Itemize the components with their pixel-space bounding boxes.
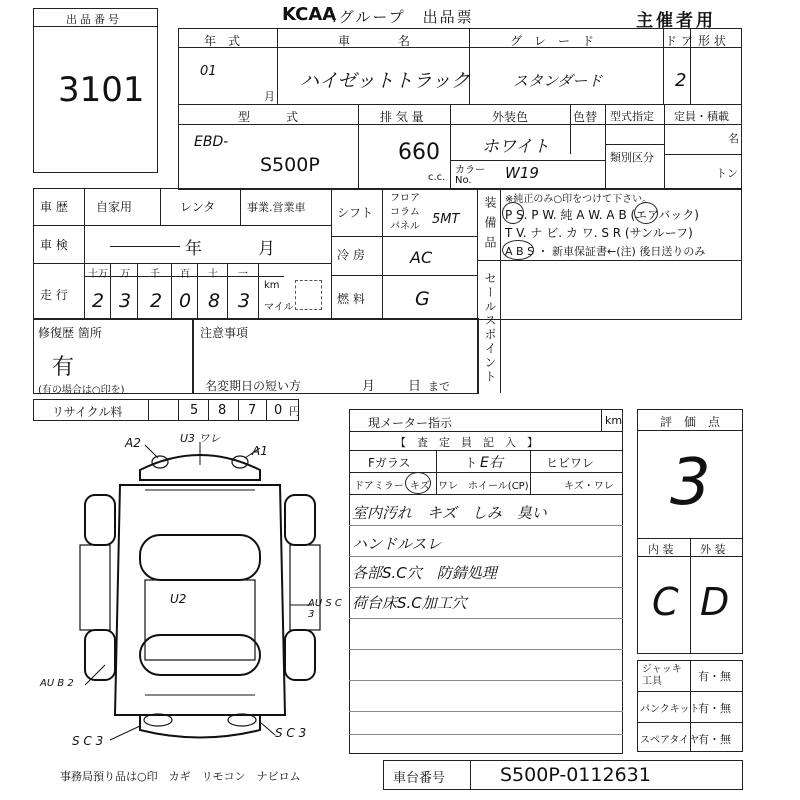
month-suffix: 月: [264, 90, 275, 103]
repair-label: 修復歴 箇所: [38, 326, 102, 340]
ps-circle: [502, 202, 524, 224]
capacity-unit-people: 名: [728, 132, 739, 145]
mileage-digit-1: 3: [119, 290, 132, 312]
inspection-month: 月: [258, 239, 275, 259]
grade-label: グ レ ー ド: [510, 34, 595, 48]
model-prefix: EBD-: [194, 134, 229, 150]
mirror-crack: ワレ: [438, 481, 458, 492]
recycle-unit: 円: [289, 405, 300, 418]
capacity-label: 定員・積載: [674, 110, 729, 123]
spare-value[interactable]: 有・無: [698, 733, 731, 746]
deadline-month: 月: [362, 379, 376, 394]
inspection-dash: [110, 246, 180, 247]
wheel-label: ホイール(CP): [468, 481, 529, 492]
diagram-mark-ausc3: AU S C 3: [308, 598, 342, 620]
diagram-mark-a1: A1: [252, 444, 268, 458]
puncture-label: パンクキット: [640, 704, 700, 715]
km-label: km: [264, 280, 280, 291]
model-value: S500P: [260, 154, 320, 176]
windshield: [140, 535, 260, 580]
deadline-suffix: まで: [428, 380, 450, 393]
shift-option-floor: フロア: [390, 193, 420, 204]
history-commercial: 事業.営業車: [247, 201, 306, 214]
chassis-number: S500P-0112631: [500, 764, 651, 786]
category-label: 類別区分: [610, 151, 654, 164]
color-code-value: W19: [505, 164, 539, 182]
name-label: 車 名: [338, 34, 411, 48]
deadline-text: 名変期日の短い方: [205, 379, 302, 393]
rear-right-wheel: [285, 630, 315, 680]
chassis-label: 車台番号: [393, 771, 446, 786]
shift-option-panel: パネル: [390, 221, 420, 232]
exterior-label: 外 装: [700, 543, 726, 556]
equipment-line-2: T V. ナ ビ. カ ワ. S R (サンルーフ): [505, 226, 693, 240]
wheel-scratch: キズ・ワレ: [564, 481, 614, 492]
digit-label-3: 百: [180, 269, 190, 280]
ac-label: 冷 房: [337, 248, 365, 262]
recycle-digit-2: 7: [248, 403, 257, 418]
car-diagram: [60, 430, 340, 760]
rear-window: [140, 635, 260, 675]
capacity-unit-ton: トン: [716, 167, 738, 180]
mile-label: マイル: [264, 302, 294, 313]
color-value: ホワイト: [482, 137, 550, 157]
spare-label: スペアタイヤ: [640, 735, 700, 746]
ac-value: AC: [410, 248, 433, 267]
history-label: 車 歴: [40, 200, 68, 214]
sales-point-label: セールスポイント: [483, 272, 497, 384]
inspection-label: 車 検: [40, 238, 68, 252]
inspection-year: 年: [185, 239, 202, 259]
mirror-scratch-circle: [405, 472, 431, 494]
mileage-digit-4: 8: [208, 290, 221, 312]
fuel-label: 燃 料: [337, 292, 365, 306]
abs-circle: [502, 240, 534, 260]
model-label: 型 式: [238, 110, 299, 124]
displacement-value: 660: [398, 140, 440, 165]
recycle-digit-0: 5: [190, 403, 199, 418]
doors-value: 2: [675, 70, 687, 91]
history-private: 自家用: [96, 200, 133, 214]
lot-number-label: 出品番号: [66, 13, 122, 26]
glass-mark: ト: [465, 456, 478, 470]
sheet-title: .グループ 出品票: [332, 8, 474, 26]
diagram-mark-u3: U3 ワレ: [180, 432, 221, 445]
recycle-digit-1: 8: [218, 403, 227, 418]
repair-value: 有: [52, 355, 75, 380]
digit-label-2: 千: [150, 269, 160, 280]
note-line-1: 室内汚れ キズ しみ 臭い: [352, 504, 547, 522]
type-designation-label: 型式指定: [610, 110, 654, 123]
office-note: 事務局預り品は○印 カギ リモコン ナビロム: [60, 770, 301, 783]
doors-label: ド ア: [665, 34, 693, 48]
shape-label: 形 状: [698, 34, 726, 48]
body-outline: [115, 485, 285, 715]
recycle-label: リサイクル料: [52, 405, 123, 419]
note-line-3: 各部S.C穴 防錆処理: [352, 564, 497, 582]
puncture-value[interactable]: 有・無: [698, 702, 731, 715]
digit-label-4: 十: [208, 269, 218, 280]
mirror-label: ドアミラー: [354, 481, 404, 492]
diagram-mark-sc3-right: S C 3: [275, 726, 307, 740]
jack-label: ジャッキ工具: [642, 664, 682, 687]
organizer-label: 主催者用: [636, 11, 716, 31]
shift-option-column: コラム: [390, 207, 420, 218]
fuel-value: G: [415, 288, 430, 310]
interior-grade: C: [652, 580, 679, 624]
mileage-digit-5: 3: [238, 290, 251, 312]
ab-circle: [634, 202, 658, 224]
diagram-mark-a2: A2: [125, 436, 141, 450]
digit-label-1: 万: [120, 269, 130, 280]
diagram-mark-u2: U2: [170, 592, 187, 606]
roof: [145, 580, 255, 660]
exterior-grade: D: [700, 580, 730, 624]
displacement-unit: c.c.: [428, 172, 446, 183]
caution-label: 注意事項: [200, 326, 249, 340]
mileage-digit-2: 2: [150, 290, 163, 312]
note-line-4: 荷台床S.C加工穴: [352, 594, 467, 612]
mileage-checkbox[interactable]: [295, 280, 322, 310]
displacement-label: 排 気 量: [380, 110, 424, 124]
note-line-2: ハンドルスレ: [352, 535, 442, 553]
rating-label: 評 価 点: [660, 415, 721, 429]
color-label: 外装色: [492, 110, 529, 124]
interior-label: 内 装: [648, 543, 674, 556]
shift-label: シフト: [337, 206, 374, 220]
deadline-day: 日: [408, 379, 422, 394]
grade-value: スタンダード: [513, 72, 603, 90]
equipment-line-1: P S. P W. 純 A W. A B (エアバック): [505, 208, 699, 222]
brand-logo: KCAA: [282, 4, 337, 25]
rear-left-wheel: [85, 630, 115, 680]
mileage-digit-3: 0: [179, 290, 192, 312]
history-rental: レンタ: [180, 200, 216, 214]
diagram-mark-sc3-left: S C 3: [72, 734, 104, 748]
recycle-digit-3: 0: [274, 403, 283, 418]
front-left-wheel: [85, 495, 115, 545]
digit-label-0: 十万: [88, 269, 108, 280]
equipment-label: 装備品: [483, 196, 497, 256]
jack-value[interactable]: 有・無: [698, 670, 731, 683]
equipment-note: ※純正のみ○印をつけて下さい。: [505, 194, 653, 205]
left-door-panel: [80, 545, 110, 630]
color-code-label: カラー No.: [455, 165, 485, 186]
inspector-header: 【 査 定 員 記 入 】: [395, 436, 538, 449]
repair-note: (有の場合は○印を): [38, 385, 125, 396]
digit-label-5: 一: [238, 269, 248, 280]
glass-mark-value: E右: [480, 455, 503, 471]
color-change-label: 色替: [573, 110, 598, 124]
rating-score: 3: [670, 446, 711, 520]
mirror-scratch: キズ: [410, 481, 430, 492]
meter-label: 現メーター指示: [368, 416, 453, 430]
front-right-wheel: [285, 495, 315, 545]
diagram-mark-aub2: AU B 2: [40, 678, 74, 689]
lot-number: 3101: [58, 70, 145, 110]
year-value: 01: [200, 64, 217, 79]
equipment-line-3: A B S ・ 新車保証書←(注) 後日送りのみ: [505, 245, 706, 258]
vehicle-name: ハイゼットトラック: [300, 70, 470, 92]
crack-label: ヒビワレ: [546, 456, 595, 470]
meter-unit: km: [605, 414, 623, 427]
shift-value: 5MT: [432, 212, 460, 227]
mileage-digit-0: 2: [92, 290, 105, 312]
year-label: 年 式: [204, 34, 241, 48]
glass-label: Fガラス: [368, 456, 411, 470]
mileage-label: 走 行: [40, 288, 68, 302]
